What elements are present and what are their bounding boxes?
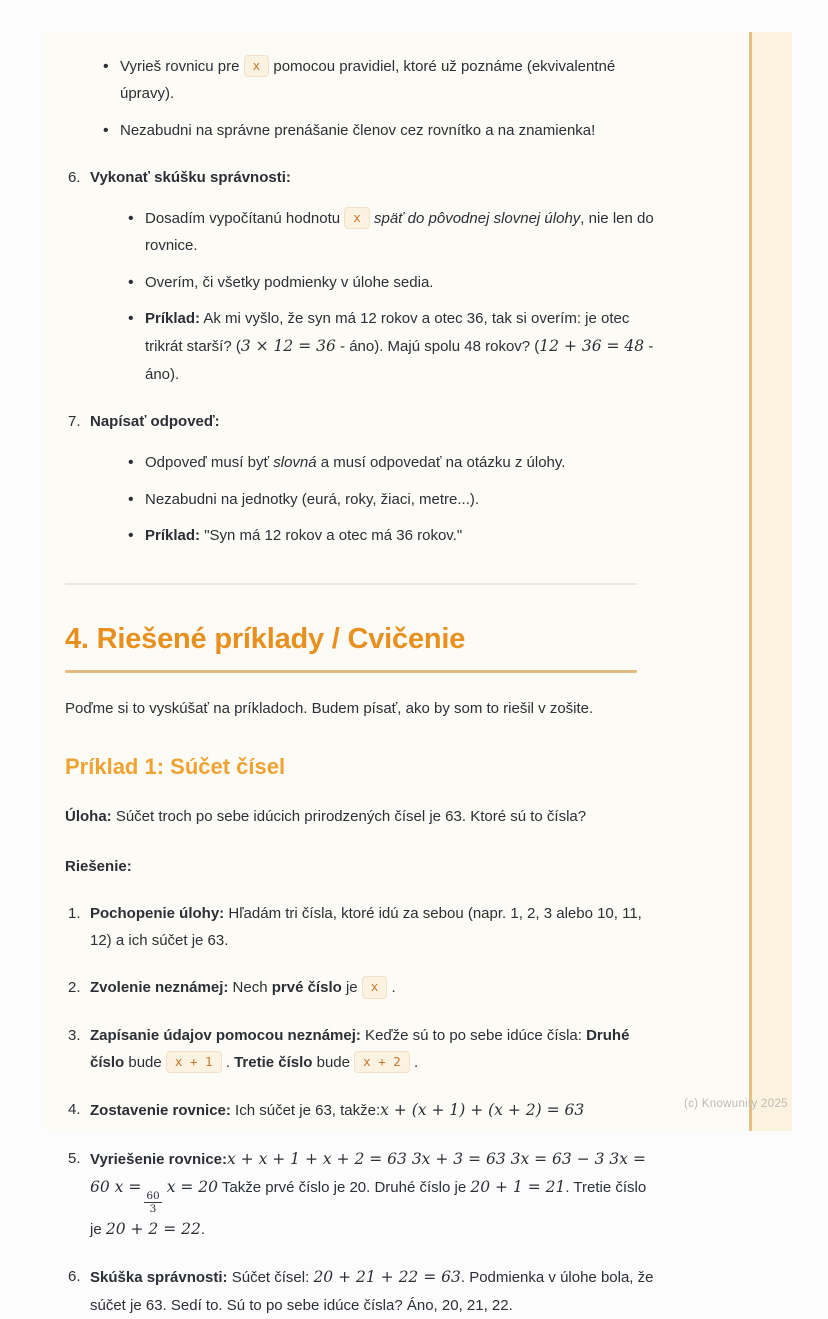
inline-code-x: x — [344, 207, 370, 229]
step-text: . — [200, 1221, 206, 1239]
page-content — [45, 32, 661, 1319]
step-text: Hľadám tri čísla, ktoré idú za sebou (napr. 1, 2, 3 alebo 10, 11, 12) a ich súčet je 63. — [90, 904, 647, 950]
inline-code-x-plus-2: x + 2 — [354, 1051, 410, 1073]
bullet-text: Nezabudni na jednotky (eurá, roky, žiaci, metre...). — [145, 490, 480, 508]
inline-code-x-plus-1: x + 1 — [166, 1051, 222, 1073]
step-text: Nech — [228, 979, 272, 997]
math-expression: x + (x + 1) + (x + 2) = 63 — [380, 1101, 585, 1120]
step-text-bold: prvé číslo — [271, 979, 342, 997]
step-text: Ich súčet je 63, takže: — [230, 1102, 381, 1120]
bullet-text: Overím, či všetky podmienky v úlohe sedia. — [145, 273, 434, 291]
bullet-label: Príklad: — [145, 526, 201, 544]
step-7-bullets — [90, 449, 661, 549]
step-label: Zvolenie neznámej: — [90, 979, 229, 997]
section-heading-rule — [65, 670, 637, 673]
step-6-bullets — [90, 205, 661, 388]
bullet-text: Odpoveď musí byť — [145, 454, 274, 472]
bullet-text-italic: späť do pôvodnej slovnej úlohy — [369, 210, 581, 228]
math-expression: 20 + 2 = 22 — [105, 1220, 201, 1239]
bullet-text: Vyrieš rovnicu pre — [120, 58, 244, 75]
bullet-text: Ak mi vyšlo, že syn má 12 rokov a otec 36, tak si overím: je otec trikrát starší? ( — [145, 310, 634, 356]
math-expression: 20 + 1 = 21 — [470, 1177, 566, 1196]
inline-code-x: x — [244, 55, 270, 77]
inline-code-x: x — [362, 976, 388, 998]
step-label: Vyriešenie rovnice: — [90, 1150, 228, 1168]
bullet-text-italic: slovná — [273, 454, 317, 472]
solution-step-2 — [65, 974, 661, 1001]
section-intro: Poďme si to vyskúšať na príkladoch. Budem písať, ako by som to riešil v zošite. — [65, 700, 594, 718]
step-text: je — [341, 979, 362, 997]
list-item — [90, 486, 661, 513]
math-expression: 3 × 12 = 36 — [240, 337, 336, 356]
step-label: Zapísanie údajov pomocou neznámej: — [90, 1026, 361, 1044]
task-label: Úloha: — [65, 808, 112, 826]
bullet-text: - áno). Majú spolu 48 rokov? ( — [335, 338, 540, 356]
section-heading: 4. Riešené príklady / Cvičenie — [65, 623, 466, 656]
step-text: bude — [312, 1054, 355, 1072]
fraction-denominator: 3 — [149, 1203, 157, 1216]
math-expression: 20 + 21 + 22 = 63 — [313, 1268, 461, 1287]
list-item — [90, 449, 661, 476]
task-text: Súčet troch po sebe idúcich prirodzených čísel je 63. Ktoré sú to čísla? — [111, 808, 587, 826]
list-item — [90, 305, 661, 388]
bullet-text: , nie len do rovnice. — [145, 210, 658, 255]
numbered-step-7 — [65, 408, 661, 549]
step-text: . Podmienka v úlohe bola, že súčet je 63. Sedí to. Sú to po sebe idúce čísla? Áno, 20, 21, 22. — [90, 1269, 658, 1314]
numbered-step-6 — [65, 164, 661, 388]
step-number: 7. — [68, 412, 81, 430]
step-text-bold: Druhé číslo — [90, 1026, 634, 1072]
list-item — [65, 117, 661, 144]
step-text: . — [387, 979, 396, 997]
task-paragraph — [65, 803, 661, 830]
solution-label: Riešenie: — [65, 857, 132, 875]
step-text: . Tretie číslo je — [90, 1178, 651, 1239]
step-title: Napísať odpoveď: — [90, 412, 220, 430]
math-expression: x = 20 — [166, 1177, 218, 1196]
step-text: bude — [124, 1054, 166, 1072]
step-text: Súčet čísel: — [227, 1269, 314, 1287]
document-page — [45, 32, 792, 1314]
math-expression: x + x + 1 + x + 2 = 63 3x + 3 = 63 3x = 63 − 3 3x = 60 x = — [90, 1149, 651, 1196]
step-text: Keďže sú to po sebe idúce čísla: — [360, 1026, 587, 1044]
step-number: 2. — [68, 979, 81, 997]
step-label: Pochopenie úlohy: — [90, 904, 225, 922]
step-number: 5. — [68, 1149, 81, 1167]
list-item — [65, 53, 661, 108]
copyright-watermark: (c) Knowunity 2025 — [684, 1098, 788, 1110]
step-text: . — [221, 1054, 235, 1072]
step-number: 6. — [68, 1268, 81, 1286]
list-item — [90, 269, 661, 296]
step-number: 1. — [68, 904, 81, 922]
step-label: Zostavenie rovnice: — [90, 1102, 231, 1120]
math-expression: 12 + 36 = 48 — [539, 337, 645, 356]
list-item — [90, 522, 661, 549]
bullet-text: - áno). — [145, 338, 658, 383]
bullet-text: a musí odpovedať na otázku z úlohy. — [316, 454, 566, 472]
math-fraction — [144, 1190, 161, 1215]
solution-step-3 — [65, 1022, 661, 1077]
step-title: Vykonať skúšku správnosti: — [90, 168, 291, 186]
step-text: Takže prvé číslo je 20. Druhé číslo je — [218, 1178, 471, 1196]
bullet-text: Dosadím vypočítanú hodnotu — [145, 210, 345, 228]
solution-step-5 — [65, 1145, 661, 1244]
step-text: . — [409, 1054, 419, 1072]
solution-step-1 — [65, 900, 661, 955]
bullet-text: "Syn má 12 rokov a otec má 36 rokov." — [200, 526, 463, 544]
solution-step-6 — [65, 1263, 661, 1319]
step-number: 4. — [68, 1101, 81, 1119]
list-item — [90, 205, 661, 260]
intro-bullet-list — [65, 53, 661, 144]
page-right-accent-strip — [749, 32, 792, 1131]
solution-step-4 — [65, 1096, 661, 1124]
step-number: 6. — [68, 168, 81, 186]
example-heading: Príklad 1: Súčet čísel — [65, 753, 286, 779]
fraction-numerator: 60 — [146, 1189, 160, 1202]
section-divider — [65, 583, 637, 585]
step-number: 3. — [68, 1026, 81, 1044]
step-text-bold: Tretie číslo — [234, 1054, 313, 1072]
bullet-label: Príklad: — [145, 310, 201, 328]
bullet-text: pomocou pravidiel, ktoré už poznáme (ekvivalentné úpravy). — [120, 58, 620, 103]
bullet-text: Nezabudni na správne prenášanie členov cez rovnítko a na znamienka! — [120, 121, 596, 139]
step-label: Skúška správnosti: — [90, 1269, 228, 1287]
